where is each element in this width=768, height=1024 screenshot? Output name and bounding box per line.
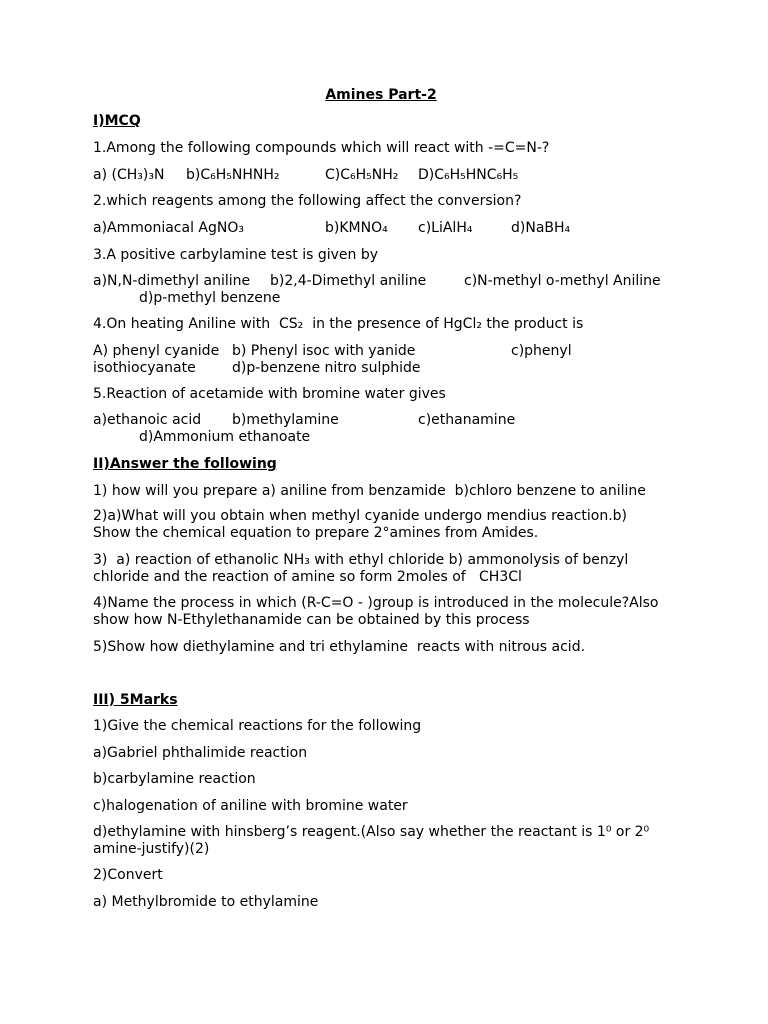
mcq-q5-option-c: c)ethanamine bbox=[418, 412, 516, 428]
mcq-q3-option-c: c)N-methyl o-methyl Aniline bbox=[464, 273, 661, 289]
answer-question-2-cont: Show the chemical equation to prepare 2°amines from Amides. bbox=[93, 525, 539, 541]
mcq-question-1: 1.Among the following compounds which will react with -=C=N-? bbox=[93, 140, 550, 156]
mcq-question-2: 2.which reagents among the following affect the conversion? bbox=[93, 193, 522, 209]
answer-question-2: 2)a)What will you obtain when methyl cyanide undergo mendius reaction.b) bbox=[93, 508, 628, 524]
section-heading-five-marks: III) 5Marks bbox=[93, 692, 178, 708]
mcq-q3-option-a: a)N,N-dimethyl aniline bbox=[93, 273, 251, 289]
mcq-q1-option-a: a) (CH₃)₃N bbox=[93, 167, 165, 183]
mcq-q5-option-d: d)Ammonium ethanoate bbox=[139, 429, 311, 445]
mcq-q5-option-b: b)methylamine bbox=[232, 412, 339, 428]
answer-question-1: 1) how will you prepare a) aniline from benzamide b)chloro benzene to aniline bbox=[93, 483, 646, 499]
mcq-q4-option-a: A) phenyl cyanide bbox=[93, 343, 220, 359]
five-marks-q2-item-a: a) Methylbromide to ethylamine bbox=[93, 894, 319, 910]
answer-question-4-cont: show how N-Ethylethanamide can be obtained by this process bbox=[93, 612, 530, 628]
five-marks-q1-item-b: b)carbylamine reaction bbox=[93, 771, 256, 787]
mcq-q4-option-b: b) Phenyl isoc with yanide bbox=[232, 343, 416, 359]
five-marks-question-1: 1)Give the chemical reactions for the following bbox=[93, 718, 422, 734]
five-marks-q1-item-c: c)halogenation of aniline with bromine water bbox=[93, 798, 408, 814]
answer-question-4: 4)Name the process in which (R-C=O - )group is introduced in the molecule?Also bbox=[93, 595, 659, 611]
mcq-q2-option-d: d)NaBH₄ bbox=[511, 220, 571, 236]
mcq-q1-option-d: D)C₆H₅HNC₆H₅ bbox=[418, 167, 519, 183]
mcq-q2-option-c: c)LiAlH₄ bbox=[418, 220, 473, 236]
mcq-q4-option-d: d)p-benzene nitro sulphide bbox=[232, 360, 421, 376]
mcq-question-5: 5.Reaction of acetamide with bromine water gives bbox=[93, 386, 446, 402]
answer-question-3-cont: chloride and the reaction of amine so form 2moles of CH3Cl bbox=[93, 569, 522, 585]
mcq-q5-option-a: a)ethanoic acid bbox=[93, 412, 202, 428]
mcq-q1-option-b: b)C₆H₅NHNH₂ bbox=[186, 167, 280, 183]
five-marks-q1-item-d: d)ethylamine with hinsberg’s reagent.(Also say whether the reactant is 1⁰ or 2⁰ bbox=[93, 824, 650, 840]
mcq-q2-option-b: b)KMNO₄ bbox=[325, 220, 388, 236]
five-marks-q1-item-d-cont: amine-justify)(2) bbox=[93, 841, 210, 857]
mcq-q4-option-c: c)phenyl bbox=[511, 343, 572, 359]
mcq-question-4: 4.On heating Aniline with CS₂ in the presence of HgCl₂ the product is bbox=[93, 316, 584, 332]
mcq-q3-option-d: d)p-methyl benzene bbox=[139, 290, 281, 306]
mcq-q4-option-c-cont: isothiocyanate bbox=[93, 360, 196, 376]
section-heading-mcq: I)MCQ bbox=[93, 113, 141, 129]
answer-question-5: 5)Show how diethylamine and tri ethylamine reacts with nitrous acid. bbox=[93, 639, 586, 655]
page-title: Amines Part-2 bbox=[325, 87, 437, 103]
five-marks-q1-item-a: a)Gabriel phthalimide reaction bbox=[93, 745, 308, 761]
answer-question-3: 3) a) reaction of ethanolic NH₃ with ethyl chloride b) ammonolysis of benzyl bbox=[93, 552, 629, 568]
section-heading-answer: II)Answer the following bbox=[93, 456, 277, 472]
mcq-q1-option-c: C)C₆H₅NH₂ bbox=[325, 167, 399, 183]
five-marks-question-2: 2)Convert bbox=[93, 867, 163, 883]
mcq-q3-option-b: b)2,4-Dimethyl aniline bbox=[270, 273, 427, 289]
mcq-q2-option-a: a)Ammoniacal AgNO₃ bbox=[93, 220, 244, 236]
mcq-question-3: 3.A positive carbylamine test is given by bbox=[93, 247, 379, 263]
